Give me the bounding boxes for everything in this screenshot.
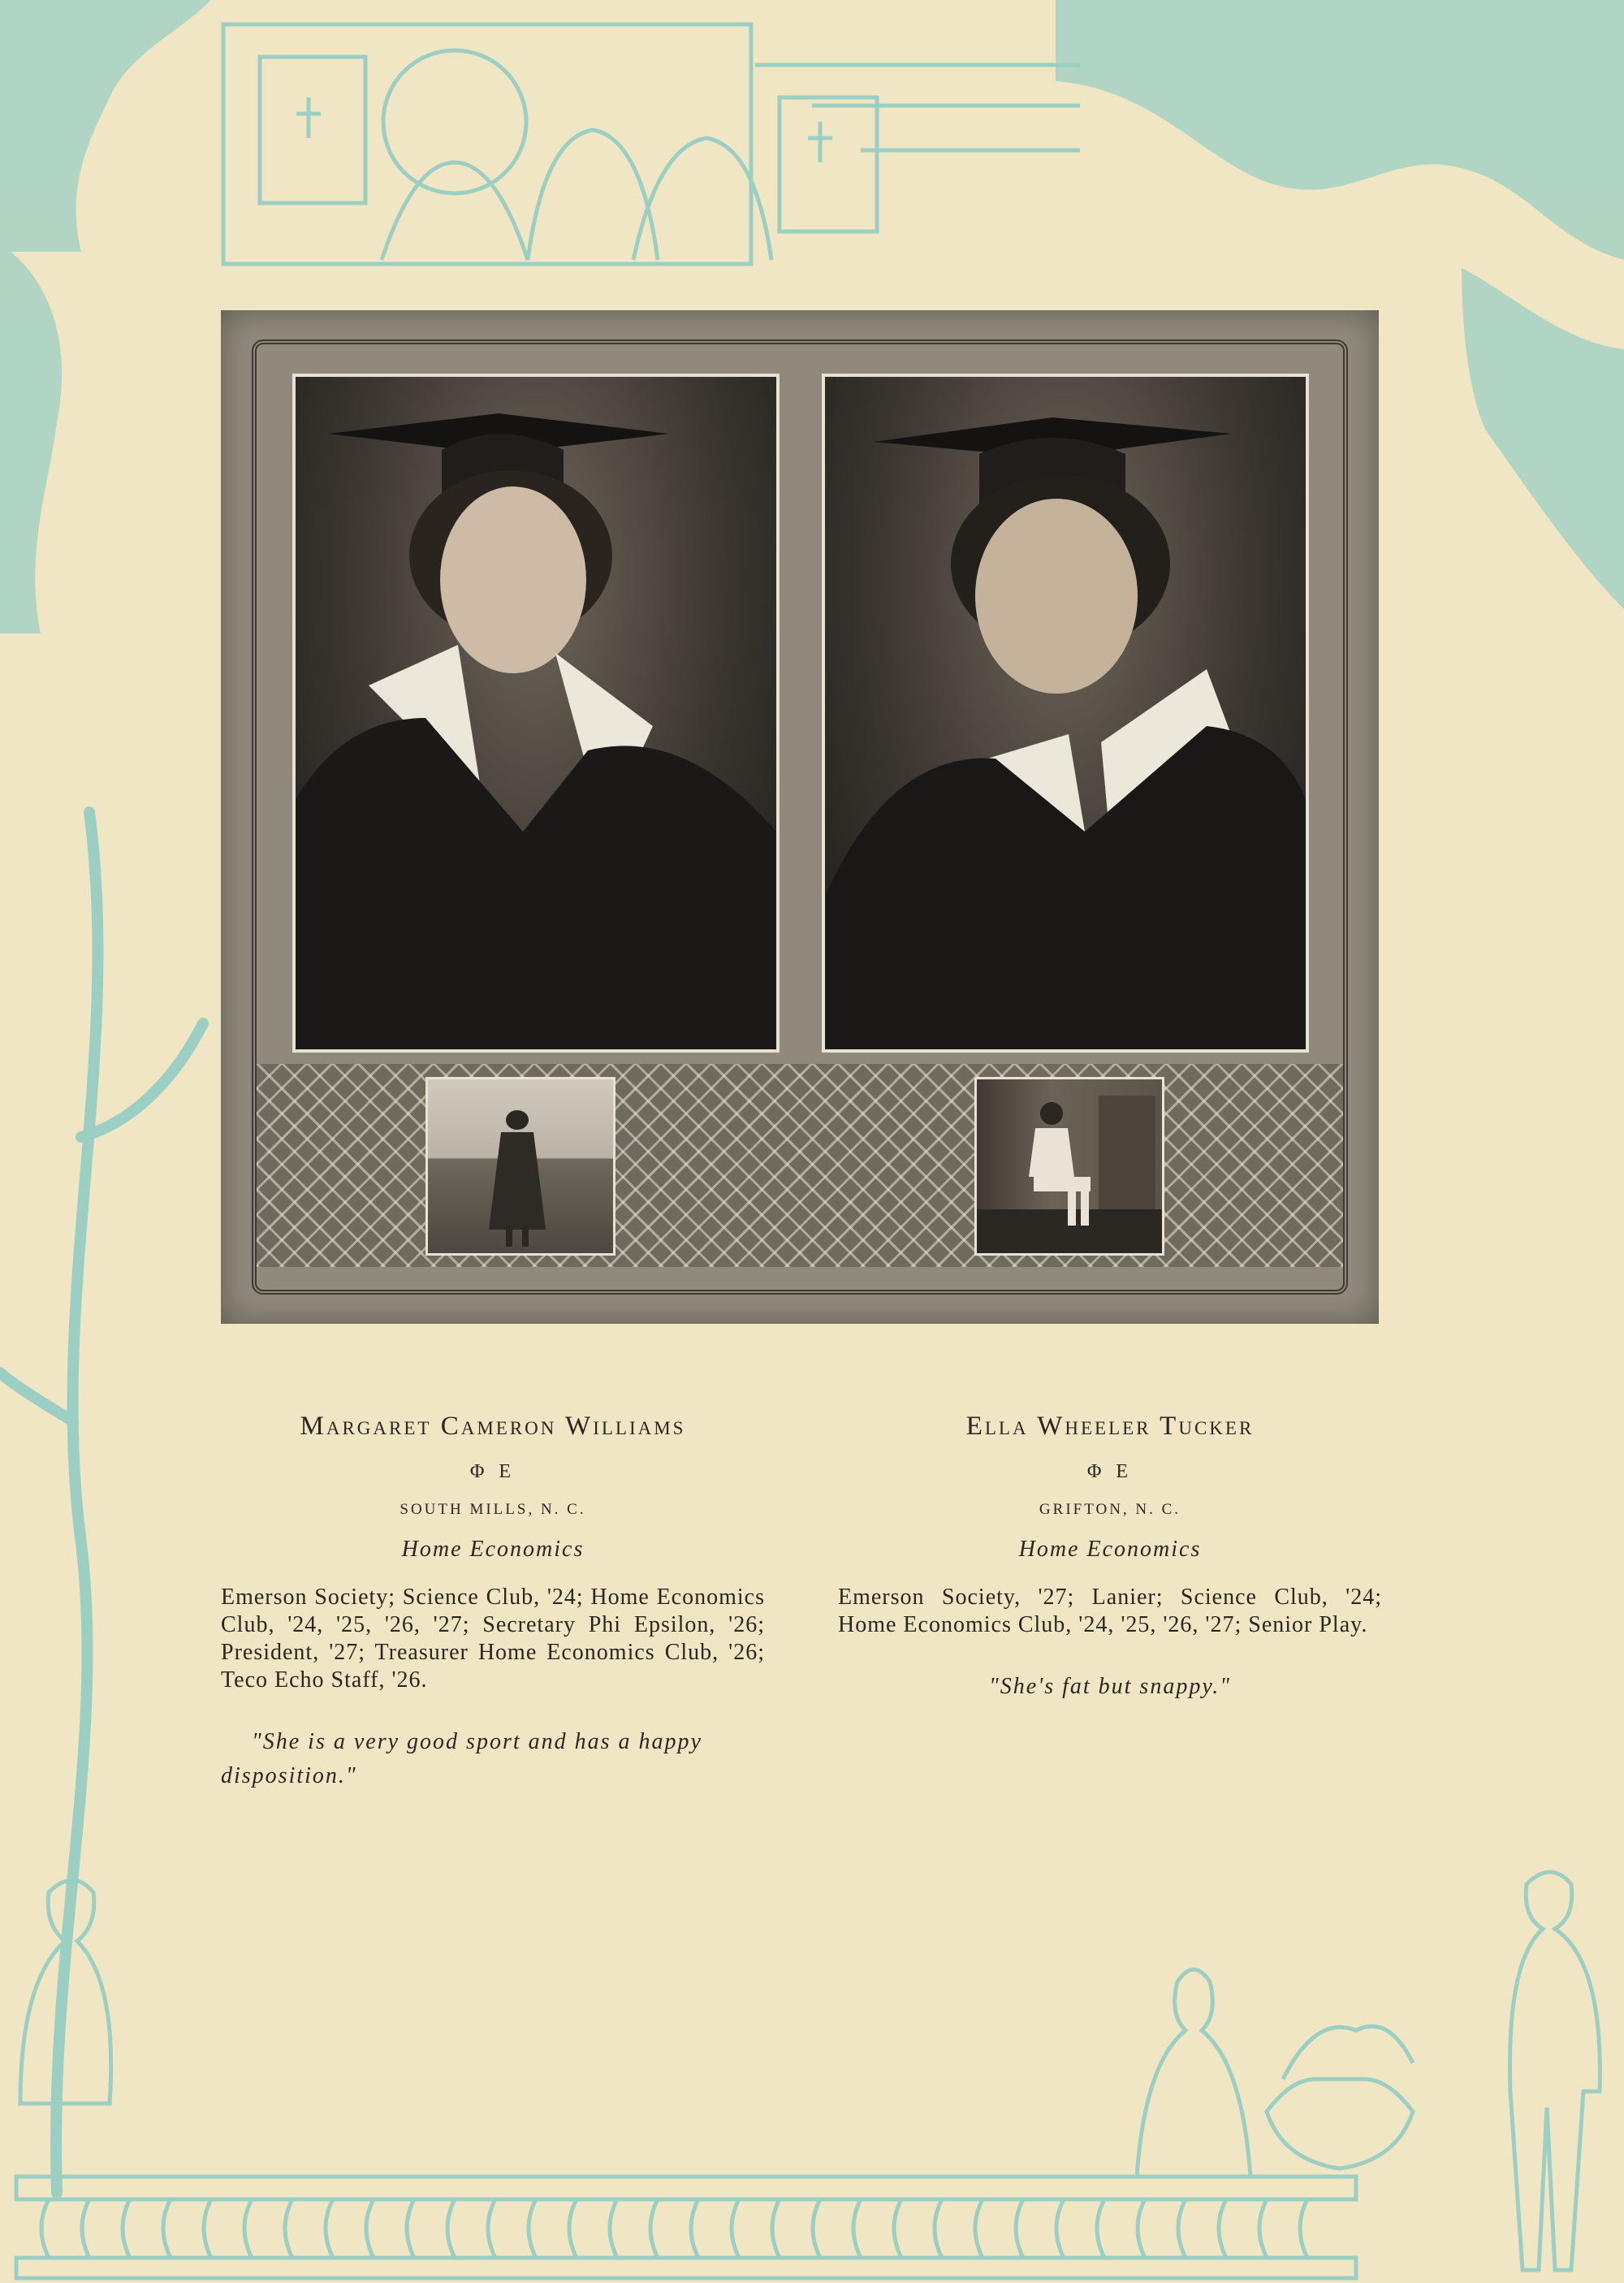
fraternity-letters: Φ E xyxy=(1086,1461,1134,1482)
student-name: Ella Wheeler Tucker xyxy=(965,1412,1255,1441)
fraternity-letters: Φ E xyxy=(469,1461,516,1482)
student-entry-williams xyxy=(221,1412,765,1793)
candid-photo-tucker xyxy=(974,1077,1164,1256)
major: Home Economics xyxy=(1018,1537,1202,1562)
major: Home Economics xyxy=(401,1537,585,1562)
quote: "She's fat but snappy." xyxy=(989,1674,1231,1699)
photo-panel xyxy=(221,310,1379,1324)
activities: Emerson Society; Science Club, '24; Home Economics Club, '24, '25, '26, '27; Secretary Phi Epsilon, '26; President, '27; Treasurer Home Economics Club, '26; Teco Echo Staff, '26. xyxy=(221,1585,765,1693)
quote: "She is a very good sport and has a happy disposition." xyxy=(221,1729,702,1788)
candid-photo-williams xyxy=(425,1077,615,1256)
activities: Emerson Society, '27; Lanier; Science Club, '24; Home Economics Club, '24, '25, '26, '27; Senior Play. xyxy=(838,1585,1382,1637)
portrait-photo-tucker xyxy=(822,374,1309,1053)
student-name: Margaret Cameron Williams xyxy=(300,1412,686,1441)
diamond-pattern-band xyxy=(257,1064,1343,1267)
hometown: SOUTH MILLS, N. C. xyxy=(400,1501,586,1518)
student-entry-tucker xyxy=(838,1412,1382,1704)
portrait-photo-williams xyxy=(292,374,780,1053)
hometown: GRIFTON, N. C. xyxy=(1039,1501,1181,1518)
